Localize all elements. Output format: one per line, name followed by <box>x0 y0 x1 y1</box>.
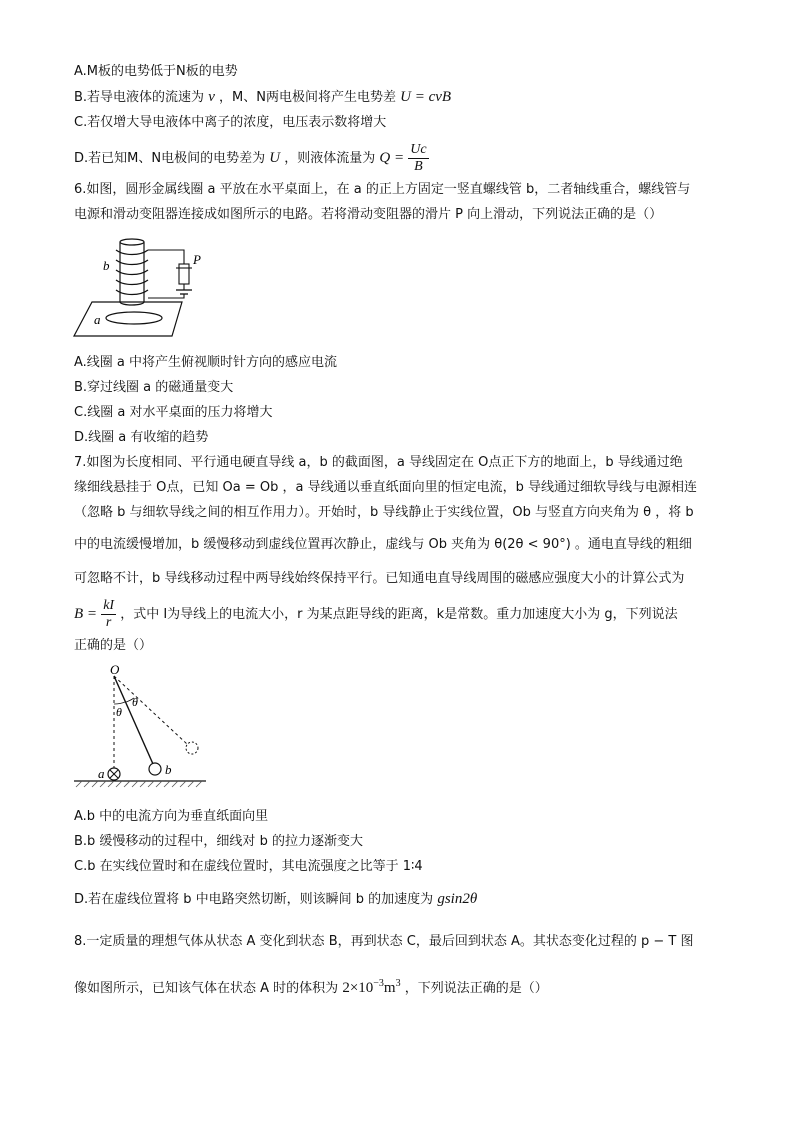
q7-stem-line-4: 中的电流缓慢增加，b 缓慢移动到虚线位置再次静止，虚线与 Ob 夹角为 θ(2θ < 90°) 。通电直导线的粗细 <box>74 537 692 552</box>
fraction-denominator: r <box>105 615 112 630</box>
q6-option-b: B.穿过线圈 a 的磁通量变大 <box>74 380 234 395</box>
q5-option-b-text: B.若导电液体的流速为 <box>74 90 205 105</box>
q5-option-a: A.M板的电势低于N板的电势 <box>74 64 238 79</box>
label-a: a <box>94 312 101 327</box>
q7-formula-fraction <box>101 598 116 631</box>
q8-volume-exponent: −3 <box>373 978 384 989</box>
q5-option-d-q: Q = <box>379 150 405 166</box>
q8-stem-text: 像如图所示，已知该气体在状态 A 时的体积为 <box>74 981 339 996</box>
q6-option-a: A.线圈 a 中将产生俯视顺时针方向的感应电流 <box>74 355 338 370</box>
label-b: b <box>165 762 172 777</box>
q6-figure-solenoid-coil <box>72 234 202 342</box>
q7-option-d <box>74 890 477 909</box>
label-theta-1: θ <box>116 705 122 719</box>
q7-option-b: B.b 缓慢移动的过程中，细线对 b 的拉力逐渐变大 <box>74 834 363 849</box>
q7-stem-line-2: 缘细线悬挂于 O点，已知 Oa = Ob ，a 导线通以垂直纸面向里的恒定电流，b 导线通过细软导线与电源相连 <box>74 480 697 495</box>
q8-volume-value <box>342 980 400 996</box>
coil-a <box>106 312 162 324</box>
q7-stem-line-3: （忽略 b 与细软导线之间的相互作用力）。开始时，b 导线静止于实线位置，Ob 与竖直方向夹角为 θ ，将 b <box>74 505 694 520</box>
q7-formula-b: B = <box>74 606 98 622</box>
fraction-denominator: B <box>414 159 423 174</box>
q8-stem-line-1: 8.一定质量的理想气体从状态 A 变化到状态 B，再到状态 C，最后回到状态 A。其状态变化过程的 p − T 图 <box>74 934 694 949</box>
fraction-numerator: kI <box>103 598 115 613</box>
q5-option-d-fraction <box>408 142 428 175</box>
table-surface <box>74 302 182 336</box>
label-a: a <box>98 766 105 781</box>
q6-stem-line-1: 6.如图，圆形金属线圈 a 平放在水平桌面上，在 a 的正上方固定一竖直螺线管 b，二者轴线重合，螺线管与 <box>74 182 691 197</box>
q5-option-d <box>74 138 429 179</box>
q5-option-b-v: v <box>208 89 215 105</box>
label-b: b <box>103 258 110 273</box>
q7-stem-line-6 <box>74 596 678 633</box>
q6-stem-line-2: 电源和滑动变阻器连接成如图所示的电路。若将滑动变阻器的滑片 P 向上滑动，下列说法正确的是（） <box>74 207 663 222</box>
label-o: O <box>110 664 120 677</box>
wire-b <box>149 763 161 775</box>
q8-stem-end: ，下列说法正确的是（） <box>404 981 548 996</box>
thread-dashed <box>114 676 187 744</box>
rheostat <box>179 264 189 284</box>
q6-option-d: D.线圈 a 有收缩的趋势 <box>74 430 209 445</box>
q5-option-b-equation: U = cvB <box>400 89 452 105</box>
q5-option-b <box>74 88 451 107</box>
label-theta-2: θ <box>132 695 138 709</box>
q7-option-a: A.b 中的电流方向为垂直纸面向里 <box>74 809 269 824</box>
q5-option-c: C.若仅增大导电液体中离子的浓度，电压表示数将增大 <box>74 115 387 130</box>
q7-figure-wires <box>74 664 214 794</box>
q6-option-c: C.线圈 a 对水平桌面的压力将增大 <box>74 405 273 420</box>
q8-volume-unit-exponent: 3 <box>395 978 401 989</box>
fraction-numerator: Uc <box>410 142 427 157</box>
q7-option-c: C.b 在实线位置时和在虚线位置时，其电流强度之比等于 1∶4 <box>74 859 423 874</box>
thread-solid <box>114 676 153 764</box>
q7-option-d-text: D.若在虚线位置将 b 中电路突然切断，则该瞬间 b 的加速度为 <box>74 892 434 907</box>
q5-option-d-u: U <box>269 150 281 166</box>
q7-stem-line-5: 可忽略不计，b 导线移动过程中两导线始终保持平行。已知通电直导线周围的磁感应强度大小的计算公式为 <box>74 571 685 586</box>
q7-stem-line-7: 正确的是（） <box>74 638 153 653</box>
q8-stem-line-2 <box>74 975 548 998</box>
wire-b-dashed-position <box>186 742 198 754</box>
q5-option-d-text: D.若已知M、N电极间的电势差为 <box>74 151 266 166</box>
q7-formula-explanation: ，式中 I为导线上的电流大小，r 为某点距导线的距离，k是常数。重力加速度大小为 g，下列说法 <box>120 607 678 622</box>
q8-volume-base: 2×10 <box>342 980 374 996</box>
q5-option-b-mid: ，M、N两电极间将产生电势差 <box>219 90 396 105</box>
q8-volume-unit: m <box>383 980 396 996</box>
q5-option-d-mid: ，则液体流量为 <box>284 151 376 166</box>
solenoid-b <box>120 239 144 245</box>
q7-option-d-equation: gsin2θ <box>437 891 478 907</box>
q7-stem-line-1: 7.如图为长度相同、平行通电硬直导线 a，b 的截面图，a 导线固定在 O点正下方的地面上，b 导线通过绝 <box>74 455 683 470</box>
label-p: P <box>193 252 201 267</box>
